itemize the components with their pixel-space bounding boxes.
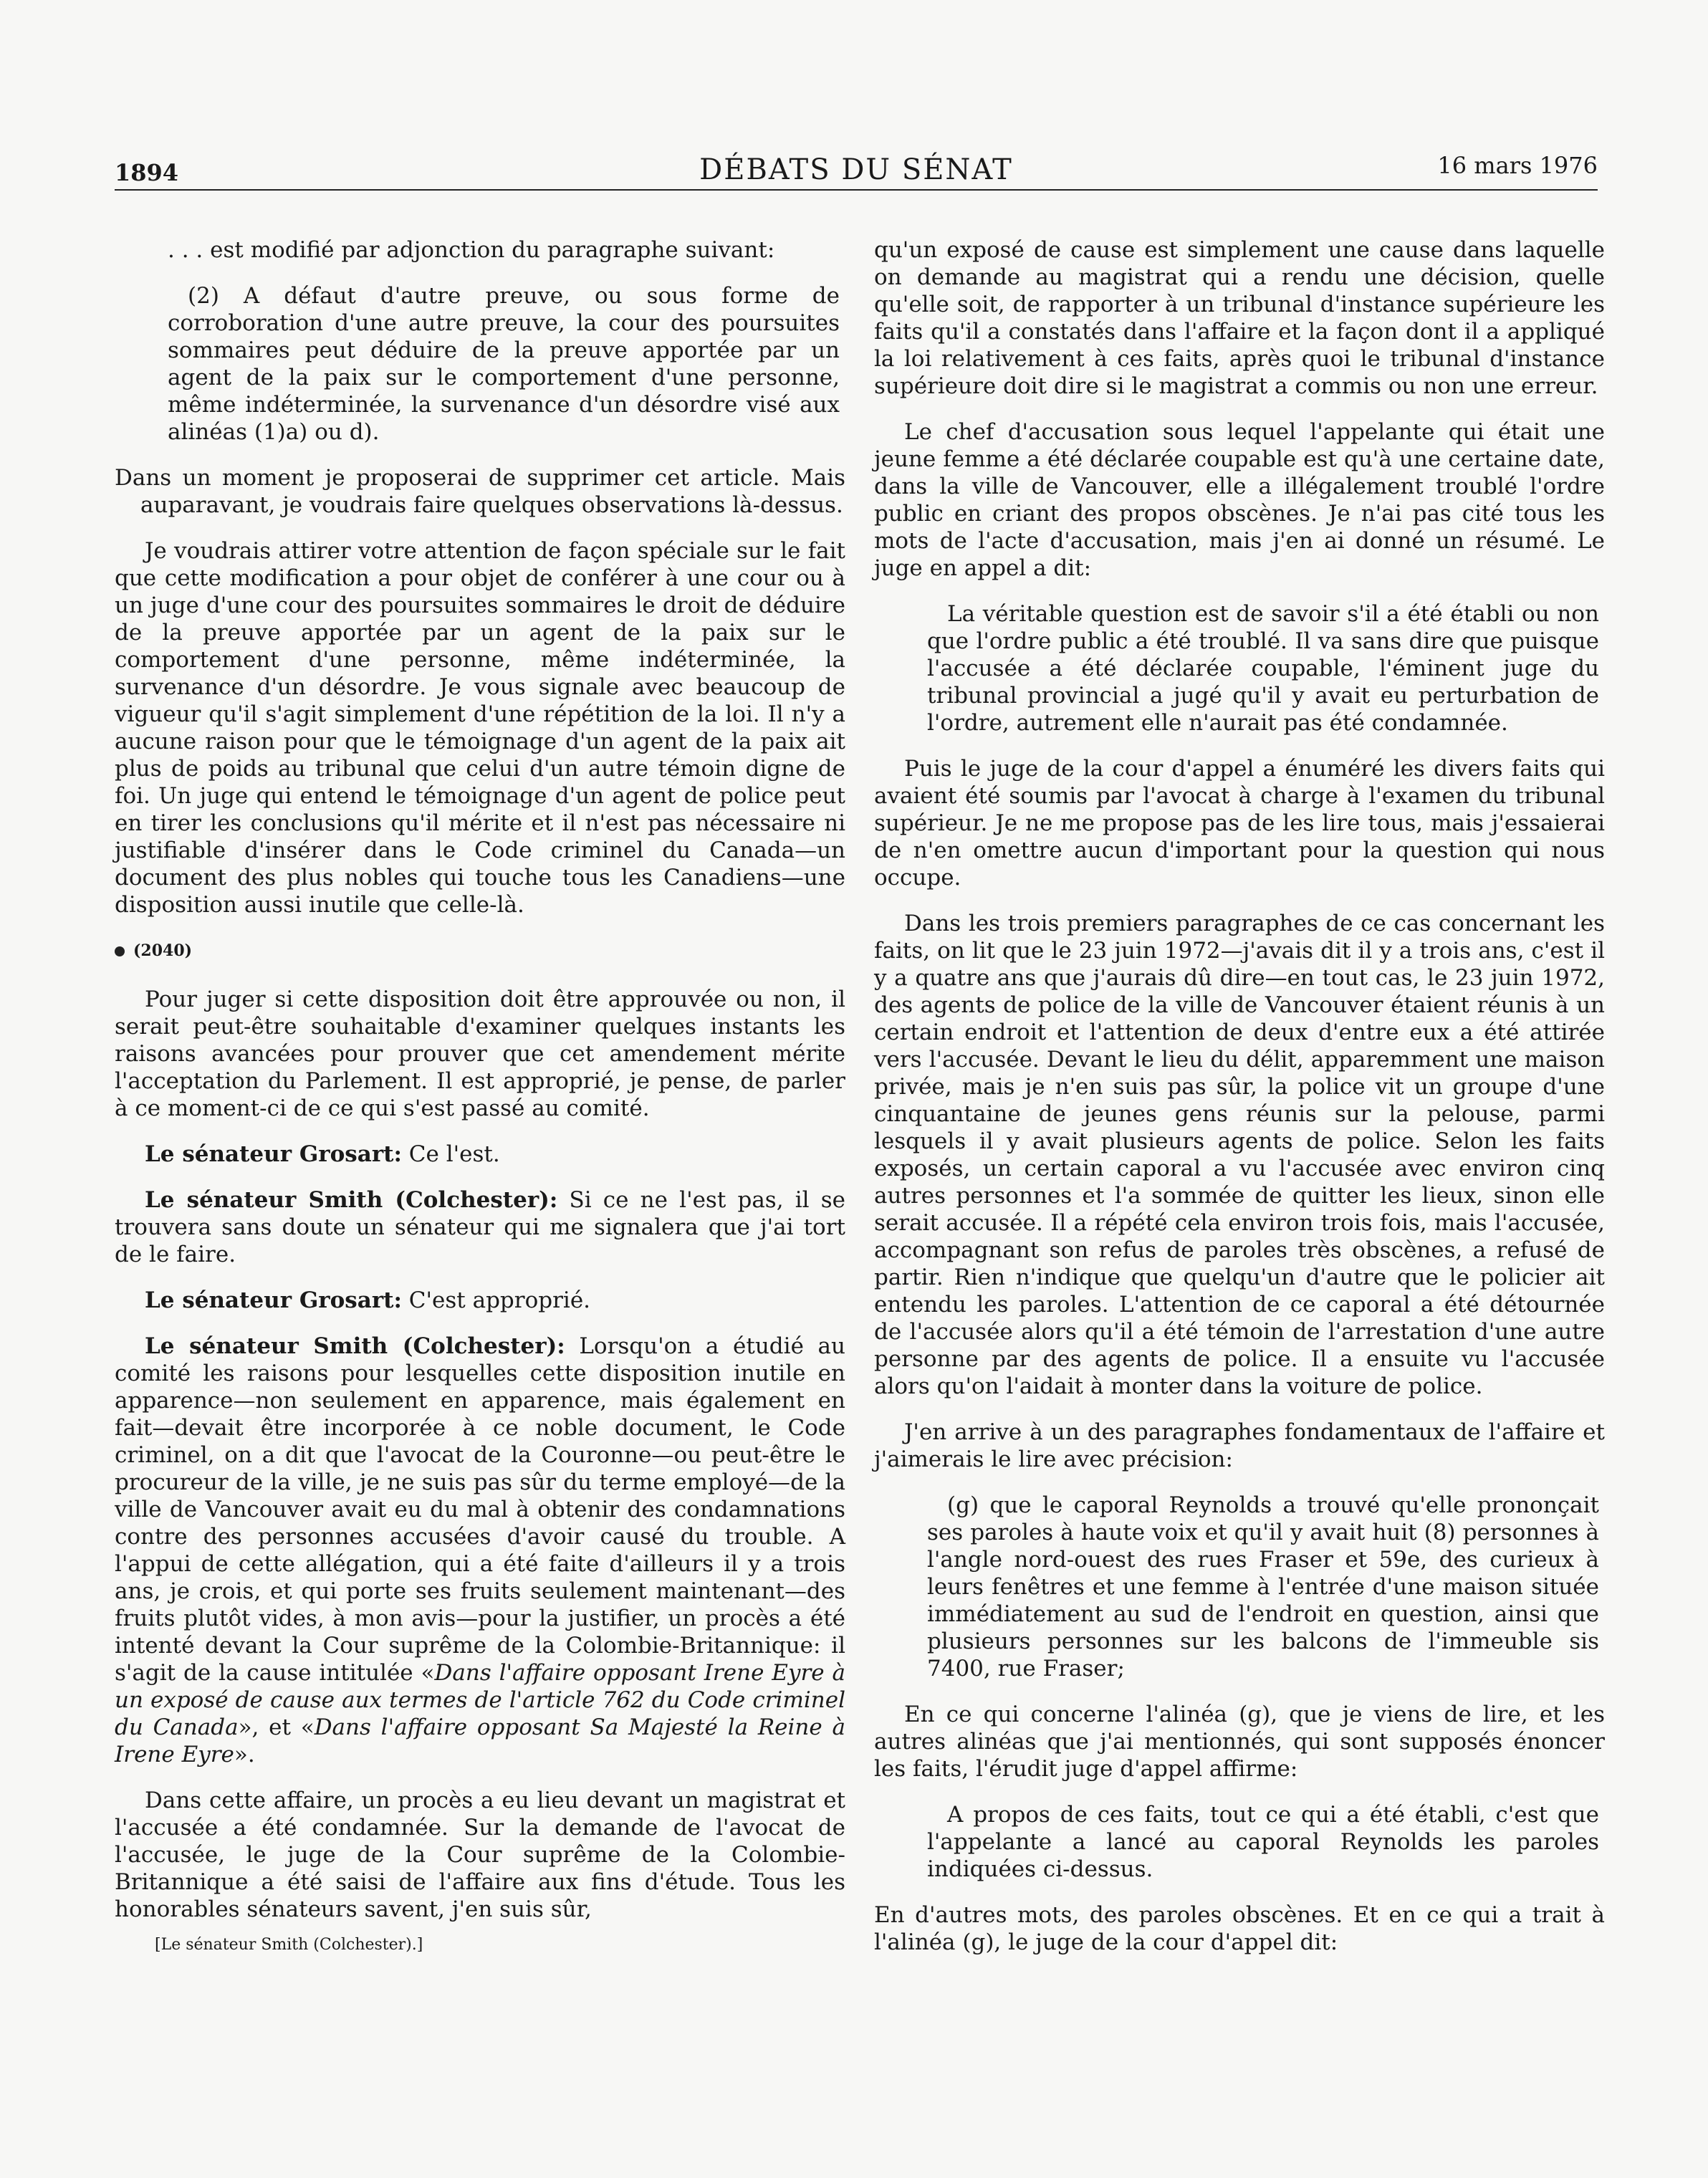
quoted-amendment: (2) A défaut d'autre preuve, ou sous forme de corroboration d'une autre preuve, la cour des poursuites sommaires peut déduire de la preuve apportée par un agent de la paix sur le comportement d'une personne, même indéterminée, la survenance d'un désordre visé aux alinéas (1)a) ou d).: [168, 283, 840, 445]
paragraph: En ce qui concerne l'alinéa (g), que je viens de lire, et les autres alinéas que j'ai mentionnés, qui sont supposés énoncer les faits, l'érudit juge d'appel affirme:: [874, 1702, 1605, 1782]
paragraph: Dans cette affaire, un procès a eu lieu devant un magistrat et l'accusée a été condamnée. Sur la demande de l'avocat de l'accusée, le juge de la Cour suprême de la Colombie-Britannique a été saisi de l'affaire aux fins d'étude. Tous les honorables sénateurs savent, j'en suis sûr,: [115, 1788, 845, 1922]
speech: [115, 1141, 845, 1168]
speech-text: Si ce ne l'est pas, il se trouvera sans doute un sénateur qui me signalera que j'ai tort de le faire.: [115, 1187, 846, 1267]
paragraph: Je voudrais attirer votre attention de façon spéciale sur le fait que cette modification a pour objet de conférer à une cour ou à un juge d'une cour des poursuites sommaires le droit de déduire de la preuve apportée par un agent de la paix sur le comportement d'une personne, même indéterminée, la survenance d'un désordre. Je vous signale avec beaucoup de vigueur qu'il s'agit simplement d'une répétition de la loi. Il n'y a aucune raison pour que le témoignage d'un agent de la paix ait plus de poids au tribunal que celui d'un autre témoin digne de foi. Un juge qui entend le témoignage d'un agent de police peut en tirer les conclusions qu'il mérite et il n'est pas nécessaire ni justifiable d'insérer dans le Code criminel du Canada—un document des plus nobles qui touche tous les Canadiens—une disposition aussi inutile que celle-là.: [115, 538, 845, 918]
paragraph: J'en arrive à un des paragraphes fondamentaux de l'affaire et j'aimerais le lire avec précision:: [874, 1419, 1605, 1472]
paragraph: . . . est modifié par adjonction du paragraphe suivant:: [168, 237, 775, 263]
page-number: 1894: [115, 159, 179, 186]
left-column: [115, 236, 845, 1959]
speech-text: C'est approprié.: [401, 1287, 591, 1313]
speaker-name: Le sénateur Grosart:: [145, 1287, 402, 1313]
quotation: (g) que le caporal Reynolds a trouvé qu'elle prononçait ses paroles à haute voix et qu'il y avait huit (8) personnes à l'angle nord-ouest des rues Fraser et 59e, des curieux à leurs fenêtres et une femme à l'entrée d'une maison située immédiatement au sud de l'endroit en question, ainsi que plusieurs personnes sur les balcons de l'immeuble sis 7400, rue Fraser;: [927, 1492, 1599, 1682]
page-header: [115, 148, 1598, 191]
paragraph: Puis le juge de la cour d'appel a énuméré les divers faits qui avaient été soumis par l'avocat à charge à l'examen du tribunal supérieur. Je ne me propose pas de les lire tous, mais j'essaierai de n'en omettre aucun d'important pour la question qui nous occupe.: [874, 756, 1605, 891]
time-marker: [115, 937, 845, 964]
paragraph: Dans les trois premiers paragraphes de ce cas concernant les faits, on lit que le 23 juin 1972—j'avais dit il y a trois ans, c'est il y a quatre ans que j'aurais dû dire—en tout cas, le 23 juin 1972, des agents de police de la ville de Vancouver étaient réunis à un certain endroit et l'attention de deux d'entre eux a été attirée vers l'accusée. Devant le lieu du délit, apparemment une maison privée, mais je n'en suis pas sûr, la police vit un groupe d'une cinquantaine de jeunes gens réunis sur la pelouse, parmi lesquels il y avait plusieurs agents de police. Selon les faits exposés, un certain caporal a vu l'accusée avec environ cinq autres personnes et l'a sommée de quitter les lieux, sinon elle serait accusée. Il a répété cela environ trois fois, mais l'accusée, accompagnant son refus de paroles très obscènes, a refusé de partir. Rien n'indique que quelqu'un d'autre que le policier ait entendu les paroles. L'attention de ce caporal a été détournée de l'accusée alors qu'il a été témoin de l'arrestation d'une autre personne par des agents de police. Il a ensuite vu l'accusée alors qu'on l'aidait à monter dans la voiture de police.: [874, 911, 1605, 1399]
journal-title: DÉBATS DU SÉNAT: [699, 153, 1013, 186]
speech-text: Ce l'est.: [401, 1141, 500, 1167]
paragraph: qu'un exposé de cause est simplement une cause dans laquelle on demande au magistrat qui a rendu une décision, quelle qu'elle soit, de rapporter à un tribunal d'instance supérieure les faits qu'il a constatés dans l'affaire et la façon dont il a appliqué la loi relativement à ces faits, après quoi le tribunal d'instance supérieure doit dire si le magistrat a commis ou non une erreur.: [874, 237, 1605, 399]
paragraph: En d'autres mots, des paroles obscènes. Et en ce qui a trait à l'alinéa (g), le juge de la cour d'appel dit:: [874, 1902, 1605, 1955]
quotation: La véritable question est de savoir s'il a été établi ou non que l'ordre public a été troublé. Il va sans dire que puisque l'accusée a été déclarée coupable, l'éminent juge du tribunal provincial a jugé qu'il y avait eu perturbation de l'ordre, autrement elle n'aurait pas été condamnée.: [927, 601, 1599, 736]
paragraph: Pour juger si cette disposition doit être approuvée ou non, il serait peut-être souhaitable d'examiner quelques instants les raisons avancées pour prouver que cet amendement mérite l'acceptation du Parlement. Il est approprié, je pense, de parler à ce moment-ci de ce qui s'est passé au comité.: [115, 987, 845, 1121]
speech: [115, 1287, 845, 1314]
speaker-name: Le sénateur Smith (Colchester):: [145, 1333, 565, 1359]
bullet-dot-icon: [115, 946, 125, 956]
speech: [115, 1333, 845, 1768]
speech-text: ».: [234, 1742, 255, 1767]
case-title: Dans l'affaire opposant Sa Majesté la Reine à Irene Eyre: [115, 1714, 845, 1767]
speaker-footnote: [Le sénateur Smith (Colchester).]: [155, 1936, 423, 1954]
right-column: [874, 236, 1605, 1975]
speaker-name: Le sénateur Grosart:: [145, 1141, 402, 1167]
speech-text: », et «: [238, 1714, 315, 1740]
speaker-name: Le sénateur Smith (Colchester):: [145, 1187, 558, 1213]
issue-date: 16 mars 1976: [1437, 152, 1598, 179]
paragraph: Dans un moment je proposerai de supprimer cet article. Mais auparavant, je voudrais faire quelques observations là-dessus.: [115, 465, 845, 518]
speech: [115, 1186, 845, 1268]
case-title: Dans l'affaire opposant Irene Eyre à un exposé de cause aux termes de l'article 762 du Code criminel du Canada: [115, 1660, 845, 1740]
speech-text: Lorsqu'on a étudié au comité les raisons pour lesquelles cette disposition inutile en apparence—non seulement en apparence, mais également en fait—devait être incorporée à ce noble document, le Code criminel, on a dit que l'avocat de la Couronne—ou peut-être le procureur de la ville, je ne suis pas sûr du terme employé—de la ville de Vancouver avait eu du mal à obtenir des condamnations contre des personnes accusées d'avoir causé du trouble. A l'appui de cette allégation, qui a été faite d'ailleurs il y a trois ans, je crois, et qui porte ses fruits seulement maintenant—des fruits plutôt vides, à mon avis—pour la justifier, un procès a été intenté devant la Cour suprême de la Colombie-Britannique: il s'agit de la cause intitulée «: [115, 1333, 846, 1686]
paragraph: Le chef d'accusation sous lequel l'appelante qui était une jeune femme a été déclarée coupable est qu'à une certaine date, dans la ville de Vancouver, elle a illégalement troublé l'ordre public en criant des propos obscènes. Je n'ai pas cité tous les mots de l'acte d'accusation, mais j'en ai donné un résumé. Le juge en appel a dit:: [874, 419, 1605, 581]
time-marker-label: (2040): [133, 941, 193, 960]
quotation: A propos de ces faits, tout ce qui a été établi, c'est que l'appelante a lancé au caporal Reynolds les paroles indiquées ci-dessus.: [927, 1802, 1599, 1882]
